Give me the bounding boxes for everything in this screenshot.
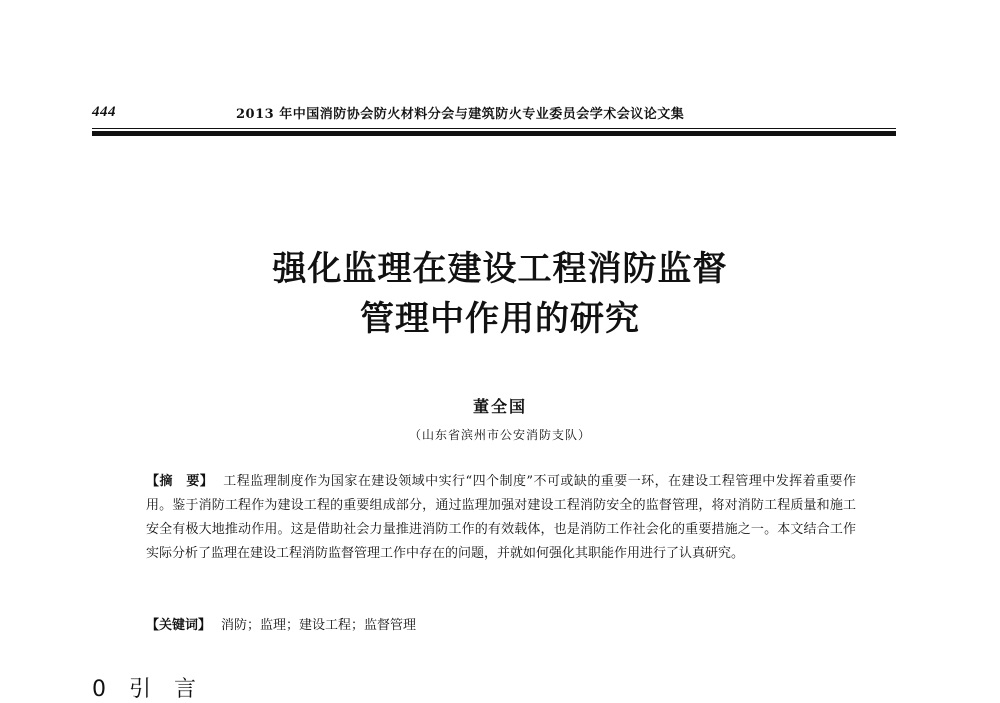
abstract-text: 工程监理制度作为国家在建设领域中实行“四个制度”不可或缺的重要一环，在建设工程管理中发挥着重要作用。鉴于消防工程作为建设工程的重要组成部分，通过监理加强对建设工程消防安全的监督管理，将对消防工程质量和施工安全有极大地推动作用。这是借助社会力量推进消防工作的有效载体，也是消防工作社会化的重要措施之一。本文结合工作实际分析了监理在建设工程消防监督管理工作中存在的问题，并就如何强化其职能作用进行了认真研究。 <box>146 474 856 561</box>
keywords-text: 消防；监理；建设工程；监督管理 <box>221 618 417 633</box>
header-rule-thick <box>92 131 896 136</box>
keywords-label: 【关键词】 <box>146 618 212 633</box>
author-affiliation: （山东省滨州市公安消防支队） <box>408 428 591 442</box>
section-heading: 0 引 言 <box>92 677 204 702</box>
article-title <box>100 244 900 344</box>
running-header: 2013 年中国消防协会防火材料分会与建筑防火专业委员会学术会议论文集 <box>236 107 685 122</box>
abstract <box>146 470 856 566</box>
header-rule-thin <box>92 128 896 129</box>
keywords <box>146 614 856 638</box>
title-line-2: 管理中作用的研究 <box>360 299 640 339</box>
abstract-label: 【摘 要】 <box>146 474 214 489</box>
author-name: 董全国 <box>472 397 527 416</box>
title-line-1: 强化监理在建设工程消防监督 <box>272 249 728 289</box>
page-number: 444 <box>92 104 116 120</box>
